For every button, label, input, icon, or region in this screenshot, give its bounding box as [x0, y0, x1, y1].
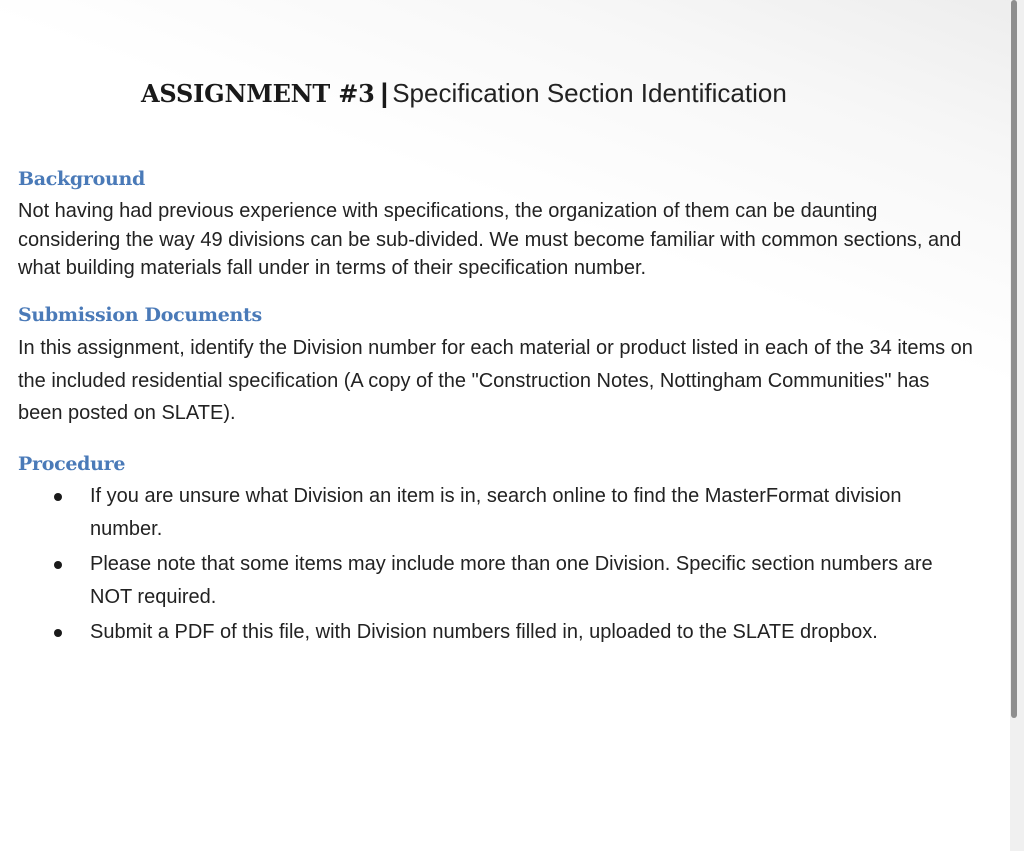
scrollbar[interactable]	[1010, 0, 1024, 851]
submission-heading: Submission Documents	[18, 304, 262, 326]
list-item	[52, 480, 972, 546]
background-paragraph: Not having had previous experience with specifications, the organization of them can be daunting considering the way 49 divisions can be sub-divided. We must become familiar with common sections, and what building materials fall under in terms of their specification number.	[18, 200, 962, 279]
bullet-icon	[54, 561, 62, 569]
title-separator: |	[380, 78, 389, 108]
list-item-text: Submit a PDF of this file, with Division numbers filled in, uploaded to the SLATE dropbox.	[90, 621, 878, 643]
procedure-list	[52, 480, 972, 651]
title-assignment-number: ASSIGNMENT #3	[141, 79, 375, 108]
submission-paragraph: In this assignment, identify the Division number for each material or product listed in each of the 34 items on the included residential specification (A copy of the "Construction Notes, Nottingham Communities" has been posted on SLATE).	[18, 337, 973, 424]
bullet-icon	[54, 493, 62, 501]
list-item-text: If you are unsure what Division an item is in, search online to find the MasterFormat division number.	[90, 485, 902, 540]
list-item-text: Please note that some items may include more than one Division. Specific section numbers are NOT required.	[90, 553, 933, 608]
background-heading: Background	[18, 168, 145, 190]
bullet-icon	[54, 629, 62, 637]
procedure-heading: Procedure	[18, 453, 126, 475]
title-subject: Specification Section Identification	[392, 78, 787, 108]
scrollbar-thumb[interactable]	[1011, 0, 1017, 718]
document-title	[141, 76, 787, 111]
list-item	[52, 616, 972, 649]
list-item	[52, 548, 972, 614]
